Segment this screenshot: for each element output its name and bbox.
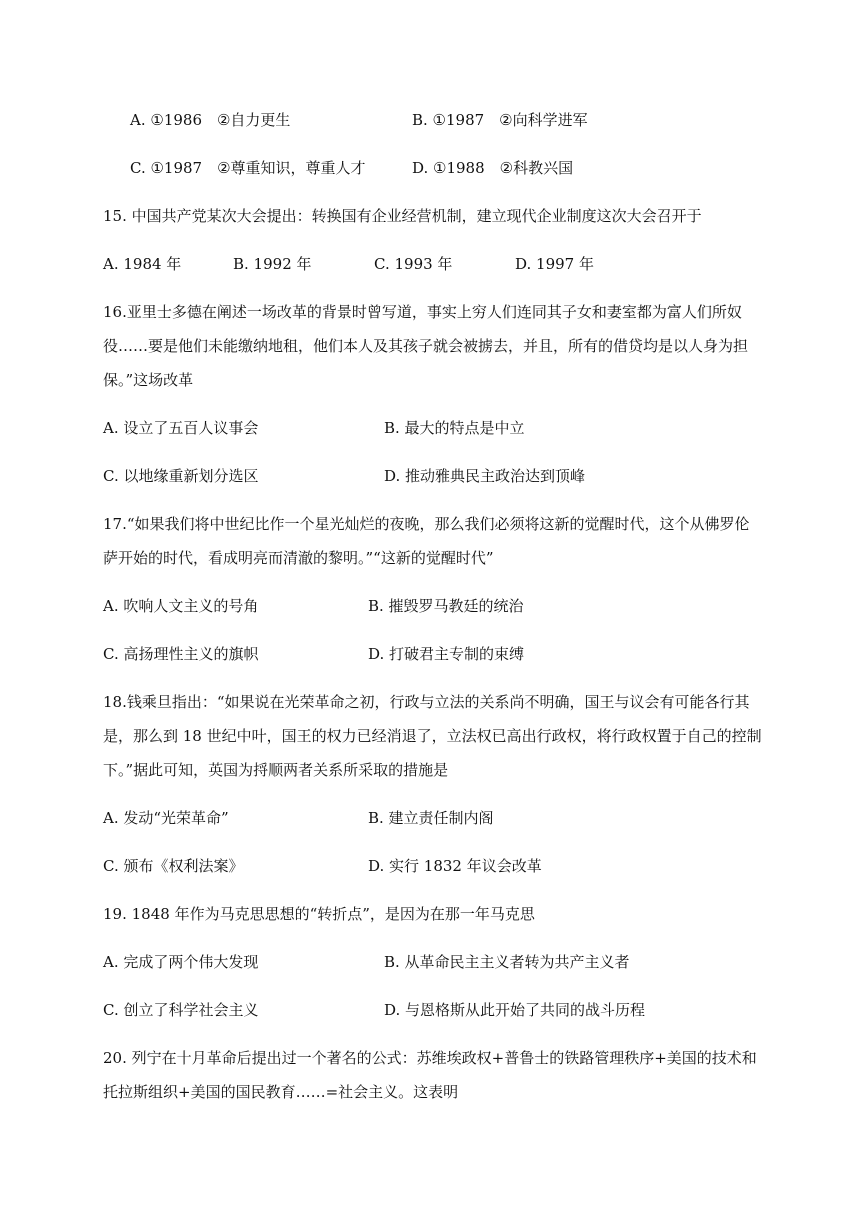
q18-stem-line2: 是，那么到 18 世纪中叶，国王的权力已经消退了，立法权已高出行政权，将行政权置于自己的控制	[103, 727, 762, 745]
q20-stem-line2: 托拉斯组织+美国的国民教育……=社会主义。这表明	[103, 1083, 459, 1101]
q17-stem-line2: 萨开始的时代，看成明亮而清澈的黎明。”“这新的觉醒时代”	[103, 549, 494, 567]
q18-option-a: A. 发动“光荣革命”	[103, 809, 229, 827]
q14-option-b: B. ①1987 ②向科学进军	[412, 111, 588, 129]
q19-option-c: C. 创立了科学社会主义	[103, 1001, 259, 1019]
q19-option-a: A. 完成了两个伟大发现	[103, 953, 259, 971]
q14-option-d: D. ①1988 ②科教兴国	[412, 159, 574, 177]
q18-option-c: C. 颁布《权利法案》	[103, 857, 244, 875]
q18-option-d: D. 实行 1832 年议会改革	[368, 857, 542, 875]
q14-option-a: A. ①1986 ②自力更生	[130, 111, 291, 129]
q15-stem: 15. 中国共产党某次大会提出：转换国有企业经营机制，建立现代企业制度这次大会召开于	[103, 207, 702, 225]
q15-option-b: B. 1992 年	[233, 255, 312, 273]
q16-option-b: B. 最大的特点是中立	[384, 419, 525, 437]
q16-stem-line3: 保。”这场改革	[103, 371, 194, 389]
q19-option-d: D. 与恩格斯从此开始了共同的战斗历程	[384, 1001, 646, 1019]
q18-option-b: B. 建立责任制内阁	[368, 809, 494, 827]
q16-option-a: A. 设立了五百人议事会	[103, 419, 259, 437]
q15-option-d: D. 1997 年	[515, 255, 594, 273]
q19-stem: 19. 1848 年作为马克思思想的“转折点”，是因为在那一年马克思	[103, 905, 535, 923]
q15-option-c: C. 1993 年	[374, 255, 453, 273]
q17-option-d: D. 打破君主专制的束缚	[368, 645, 525, 663]
q14-option-c: C. ①1987 ②尊重知识，尊重人才	[130, 159, 366, 177]
q16-stem-line2: 役……要是他们未能缴纳地租，他们本人及其孩子就会被掳去，并且，所有的借贷均是以人身为担	[103, 337, 749, 355]
q15-option-a: A. 1984 年	[103, 255, 182, 273]
q17-option-a: A. 吹响人文主义的号角	[103, 597, 259, 615]
q17-option-b: B. 摧毁罗马教廷的统治	[368, 597, 524, 615]
q18-stem-line3: 下。”据此可知，英国为捋顺两者关系所采取的措施是	[103, 761, 449, 779]
q16-option-d: D. 推动雅典民主政治达到顶峰	[384, 467, 586, 485]
q17-option-c: C. 高扬理性主义的旗帜	[103, 645, 259, 663]
q18-stem-line1: 18.钱乘旦指出：“如果说在光荣革命之初，行政与立法的关系尚不明确，国王与议会有可能各行其	[103, 693, 750, 711]
q16-option-c: C. 以地缘重新划分选区	[103, 467, 259, 485]
q20-stem-line1: 20. 列宁在十月革命后提出过一个著名的公式：苏维埃政权+普鲁士的铁路管理秩序+美国的技术和	[103, 1049, 757, 1067]
q19-option-b: B. 从革命民主主义者转为共产主义者	[384, 953, 630, 971]
q17-stem-line1: 17.“如果我们将中世纪比作一个星光灿烂的夜晚，那么我们必须将这新的觉醒时代，这个从佛罗伦	[103, 515, 750, 533]
q16-stem-line1: 16.亚里士多德在阐述一场改革的背景时曾写道，事实上穷人们连同其子女和妻室都为富人们所奴	[103, 303, 742, 321]
